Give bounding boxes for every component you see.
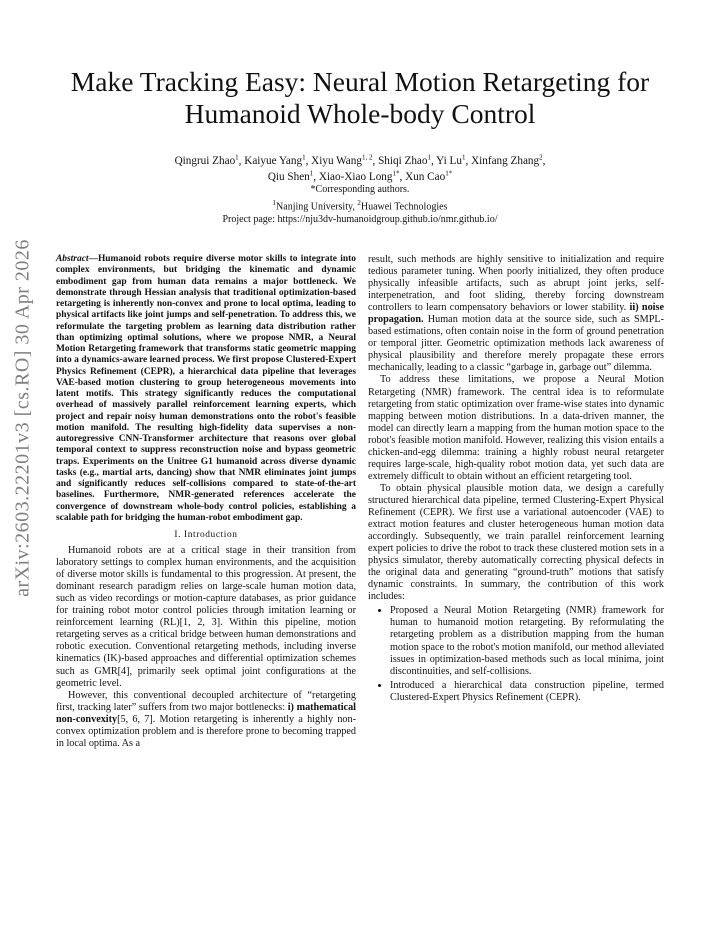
arxiv-stamp — [3, 148, 43, 688]
intro-paragraph-2-cont: result, such methods are highly sensitive to initialization and require tedious parameter tuning. When poorly initialized, they often produce physically infeasible artifacts, such as abrupt joint jerks, self-interpenetration, and foot sliding, thereby forcing downstream controllers to learn compensatory behaviors or lower stability. ii) noise propagation. Human motion data at the source side, such as SMPL-based estimations, often contain noise in the form of ground penetration or temporal jitter. Geometric optimization methods lack awareness of physical plausibility and therefore merely propagate these errors mechanically, leading to a classic “garbage in, garbage out” dilemma. — [368, 254, 665, 374]
project-page-link[interactable]: Project page: https://nju3dv-humanoidgroup.github.io/nmr.github.io/ — [222, 213, 498, 225]
author: Xinfang Zhang$^2$, — [471, 153, 546, 167]
author-list — [60, 151, 660, 184]
list-item: • Introduced a hierarchical data construction pipeline, termed Clustered-Expert Physics Refinement (CEPR). — [390, 680, 664, 704]
abstract-label: Abstract — [56, 254, 89, 264]
intro-paragraph-2: However, this conventional decoupled architecture of “retargeting first, tracking later” suffers from two major bottlenecks: i) mathematical non-convexity[5, 6, 7]. Motion retargeting is inherently a highly non-convex optimization problem and is therefore prone to becoming trapped in local optima. As a — [56, 689, 356, 749]
paper-title: Make Tracking Easy: Neural Motion Retargeting for Humanoid Whole-body Control — [70, 66, 650, 129]
intro-paragraph-1: Humanoid robots are at a critical stage in their transition from laboratory settings to complex human environments, and the acquisition of diverse motor skills is fundamental to this progression. At present, the dominant research paradigm relies on large-scale human motion data, such as video recordings or motion-capture databases, as prior guidance for training robot motor control policies through imitation learning or reinforcement learning (RL)[1, 2, 3]. Within this pipeline, motion retargeting serves as a critical bridge between human demonstrations and robotic execution. Conventional retargeting methods, including inverse kinematics (IK)-based approaches and differential optimization schemes such as GMR[4], primarily seek optimal joint configurations at the geometric level. — [56, 545, 356, 689]
bottleneck-1-label: i) mathematical non-convexity — [56, 701, 356, 725]
list-item: • Proposed a Neural Motion Retargeting (NMR) framework for human to humanoid motion retargeting. By reformulating the retargeting problem as a distribution mapping from the human motion space to the robot's motion manifold, our method alleviated issues in optimization-based methods such as local minima, joint discontinuities, and self-collisions. — [390, 605, 664, 677]
intro-paragraph-4: To obtain physical plausible motion data, we design a carefully structured hierarchical data pipeline, termed Clustering-Expert Physical Refinement (CEPR). We first use a variational autoencoder (VAE) to extract motion features and cluster heterogeneous human motion data accordingly. Subsequently, we train parallel reinforcement learning expert policies to drive the robot to track these clustered motion sets in a physics simulator, thereby automatically correcting physical defects in the original data and generating “ground-truth” motions that satisfy dynamic constraints. In summary, the contribution of this work includes: — [368, 482, 664, 603]
abstract — [56, 254, 356, 524]
author: Xun Cao$^{1*}$ — [405, 169, 453, 184]
abstract-text: —Humanoid robots require diverse motor skills to integrate into complex environments, but bridging the kinematic and dynamic embodiment gap from human data remains a major bottleneck. We demonstrate through Hessian analysis that traditional optimization-based retargeting is inherently non-convex and prone to local optima, leading to physical artifacts like joint jumps and self-penetration. To address this, we reformulate the targeting problem as learning data distribution rather than optimizing optimal solutions, where we propose NMR, a Neural Motion Retargeting framework that transforms static geometric mapping into a dynamics-aware learned process. We first propose Clustered-Expert Physics Refinement (CEPR), a hierarchical data pipeline that leverages VAE-based motion clustering to group heterogeneous movements into latent motifs. This strategy significantly reduces the computational overhead of massively parallel reinforcement learning experts, which project and repair noisy human demonstrations onto the robot's feasible motion manifold. The resulting high-fidelity data supervises a non-autoregressive CNN-Transformer architecture that reasons over global temporal context to suppress reconstruction noise and bypass geometric traps. Experiments on the Unitree G1 humanoid across diverse dynamic tasks (e.g., martial arts, dancing) show that NMR eliminates joint jumps and significantly reduces self-collisions compared to state-of-the-art baselines. Furthermore, NMR-generated references accelerate the convergence of downstream whole-body control policies, establishing a scalable path for bridging the human-robot embodiment gap. — [56, 254, 356, 523]
author: Xiyu Wang$^{1, 2}$, — [311, 153, 379, 167]
author: Shiqi Zhao$^1$, — [378, 153, 437, 167]
intro-paragraph-3: To address these limitations, we propose a Neural Motion Retargeting (NMR) framework. The central idea is to reformulate retargeting from static optimization over frame-wise states into dynamic mapping between motion distributions. In a data-driven manner, the model can directly learn a mapping from the human motion space to the robot's feasible motion manifold. However, realizing this vision entails a chicken-and-egg dilemma: training a highly robust neural retargeter requires large-scale, high-quality robot motion data, yet such data are extremely difficult to obtain without an efficient retargeting tool. — [368, 374, 664, 482]
left-column — [56, 254, 356, 750]
corresponding-note: *Corresponding authors. — [310, 184, 410, 196]
author: Xiao-Xiao Long$^{1*}$, — [318, 169, 406, 184]
author: Qiu Shen$^1$, — [267, 169, 319, 184]
affiliations: $^1$Nanjing University, $^2$Huawei Technologies — [272, 198, 448, 213]
author: Kaiyue Yang$^1$, — [244, 153, 312, 167]
bottleneck-2-label: ii) noise propagation. — [368, 302, 664, 326]
author-block — [60, 151, 660, 226]
right-column — [368, 254, 664, 706]
arxiv-stamp-text: arXiv:2603.22201v3 [cs.RO] 30 Apr 2026 — [11, 239, 34, 597]
section-heading-introduction: I. Introduction — [174, 530, 238, 540]
author: Qingrui Zhao$^1$, — [174, 153, 245, 167]
author: Yi Lu$^1$, — [436, 153, 472, 167]
contribution-list — [368, 605, 664, 703]
